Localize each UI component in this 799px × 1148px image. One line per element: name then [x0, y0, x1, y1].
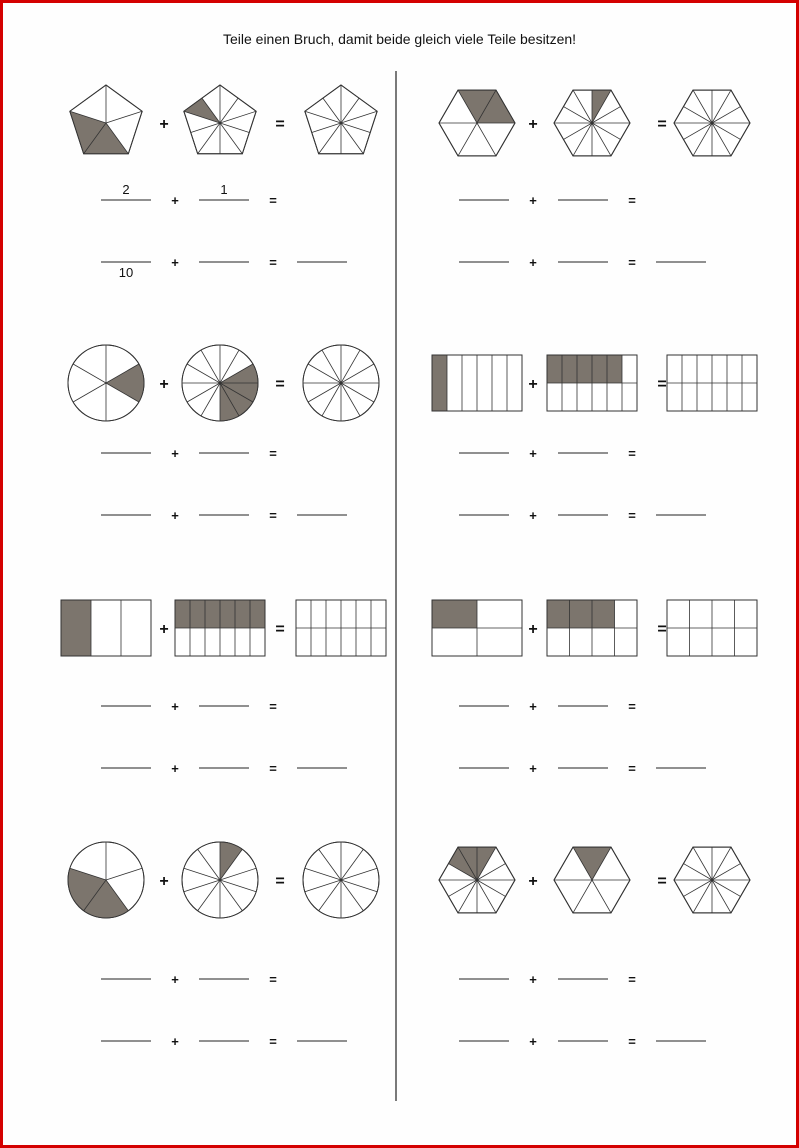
- exercise-rect-columns-shape-b: [547, 355, 637, 411]
- exercise-pentagon-shape-b: [184, 85, 256, 154]
- equals-sign: =: [269, 255, 277, 270]
- equals-sign: =: [657, 376, 667, 393]
- shaded-part: [205, 600, 220, 628]
- exercise-hexagon-2-shape-c: [674, 847, 750, 913]
- exercise-hexagon-1-shape-c: [674, 90, 750, 156]
- plus-sign: +: [159, 873, 169, 890]
- plus-sign: +: [171, 255, 179, 270]
- equals-sign: =: [628, 446, 636, 461]
- equals-sign: =: [628, 699, 636, 714]
- shaded-part: [432, 355, 447, 411]
- example-numerator-a: 2: [122, 182, 130, 197]
- equals-sign: =: [628, 255, 636, 270]
- worksheet-title: Teile einen Bruch, damit beide gleich viele Teile besitzen!: [222, 31, 577, 47]
- plus-sign: +: [171, 761, 179, 776]
- plus-sign: +: [159, 376, 169, 393]
- shaded-part: [577, 355, 592, 383]
- plus-sign: +: [528, 621, 538, 638]
- example-denominator-a: 10: [118, 265, 134, 280]
- equals-sign: =: [269, 508, 277, 523]
- exercise-circle-2-shape-b: [182, 842, 258, 918]
- shaded-part: [570, 600, 593, 628]
- shaded-part: [547, 600, 570, 628]
- equals-sign: =: [628, 1034, 636, 1049]
- shaded-part: [220, 600, 235, 628]
- plus-sign: +: [171, 446, 179, 461]
- equals-sign: =: [269, 972, 277, 987]
- equals-sign: =: [275, 873, 285, 890]
- exercise-circle-2-shape-a: [68, 842, 144, 918]
- shaded-part: [235, 600, 250, 628]
- exercise-rect-columns-shape-c: [667, 355, 757, 411]
- plus-sign: +: [171, 972, 179, 987]
- equals-sign: =: [275, 116, 285, 133]
- plus-sign: +: [529, 508, 537, 523]
- shaded-part: [175, 600, 190, 628]
- plus-sign: +: [171, 508, 179, 523]
- shaded-part: [190, 600, 205, 628]
- plus-sign: +: [171, 193, 179, 208]
- example-numerator-b: 1: [220, 182, 228, 197]
- exercise-rect-thirds-shape-a: [61, 600, 151, 656]
- equals-sign: =: [628, 193, 636, 208]
- plus-sign: +: [529, 1034, 537, 1049]
- shaded-part: [61, 600, 91, 656]
- plus-sign: +: [529, 761, 537, 776]
- exercise-rect-halves-shape-c: [667, 600, 757, 656]
- shaded-part: [432, 600, 477, 628]
- plus-sign: +: [529, 255, 537, 270]
- equals-sign: =: [628, 972, 636, 987]
- equals-sign: =: [657, 116, 667, 133]
- equals-sign: =: [275, 621, 285, 638]
- equals-sign: =: [657, 873, 667, 890]
- exercise-rect-halves-shape-b: [547, 600, 637, 656]
- exercise-circle-1-shape-a: [68, 345, 144, 421]
- equals-sign: =: [275, 376, 285, 393]
- plus-sign: +: [159, 621, 169, 638]
- plus-sign: +: [529, 972, 537, 987]
- exercise-circle-1-shape-b: [182, 345, 258, 421]
- plus-sign: +: [529, 699, 537, 714]
- plus-sign: +: [528, 116, 538, 133]
- equals-sign: =: [657, 621, 667, 638]
- equals-sign: =: [269, 1034, 277, 1049]
- equals-sign: =: [269, 699, 277, 714]
- plus-sign: +: [529, 193, 537, 208]
- exercise-circle-2-shape-c: [303, 842, 379, 918]
- equals-sign: =: [269, 446, 277, 461]
- exercise-rect-thirds-shape-c: [296, 600, 386, 656]
- shaded-part: [592, 355, 607, 383]
- exercise-rect-columns-shape-a: [432, 355, 522, 411]
- plus-sign: +: [529, 446, 537, 461]
- plus-sign: +: [171, 699, 179, 714]
- equals-sign: =: [628, 508, 636, 523]
- exercise-hexagon-1-shape-b: [554, 90, 630, 156]
- equals-sign: =: [628, 761, 636, 776]
- exercise-hexagon-2-shape-a: [439, 847, 515, 913]
- shaded-part: [547, 355, 562, 383]
- shaded-part: [562, 355, 577, 383]
- exercise-hexagon-1-shape-a: [439, 90, 515, 156]
- plus-sign: +: [528, 873, 538, 890]
- exercise-rect-thirds-shape-b: [175, 600, 265, 656]
- exercise-pentagon-shape-a: [70, 85, 142, 154]
- shaded-part: [592, 600, 615, 628]
- exercise-pentagon-shape-c: [305, 85, 377, 154]
- worksheet-canvas: [3, 3, 796, 1145]
- exercise-rect-halves-shape-a: [432, 600, 522, 656]
- exercise-hexagon-2-shape-b: [554, 847, 630, 913]
- equals-sign: =: [269, 761, 277, 776]
- plus-sign: +: [528, 376, 538, 393]
- plus-sign: +: [159, 116, 169, 133]
- equals-sign: =: [269, 193, 277, 208]
- shaded-part: [250, 600, 265, 628]
- plus-sign: +: [171, 1034, 179, 1049]
- shaded-part: [607, 355, 622, 383]
- exercise-circle-1-shape-c: [303, 345, 379, 421]
